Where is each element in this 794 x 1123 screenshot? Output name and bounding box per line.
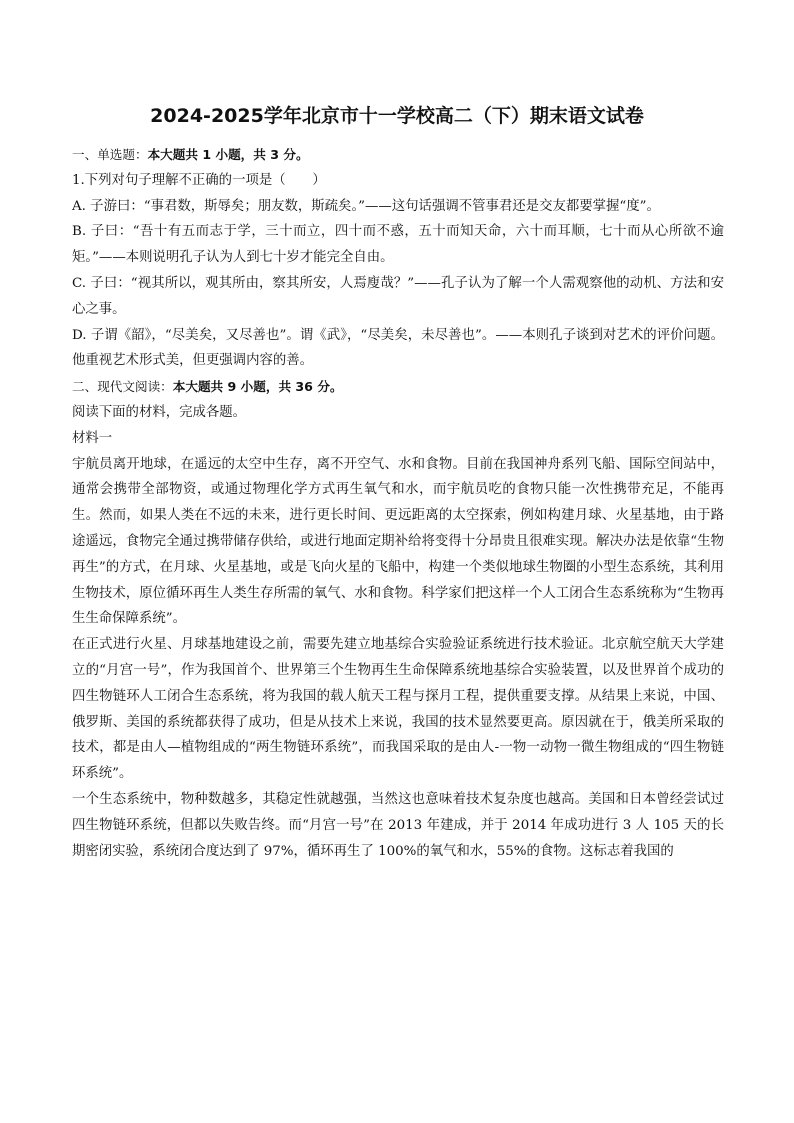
option-d: D. 子谓《韶》，“尽美矣，又尽善也”。谓《武》，“尽美矣，未尽善也”。——本则孔子谈到对艺术的评价问题。他重视艺术形式美，但更强调内容的善。: [72, 327, 724, 369]
section-heading-2: [72, 374, 724, 400]
section-number: 二、现代文阅读：: [72, 379, 173, 395]
option-c: C. 子曰：“视其所以，观其所由，察其所安，人焉廋哉？”——孔子认为了解一个人需观察他的动机、方法和安心之事。: [72, 275, 724, 317]
material-paragraph-1: 宇航员离开地球，在遥远的太空中生存，离不开空气、水和食物。目前在我国神舟系列飞船、国际空间站中，通常会携带全部物资，或通过物理化学方式再生氧气和水，而宇航员吃的食物只能一次性携带充足，不能再生。然而，如果人类在不远的未来，进行更长时间、更远距离的太空探索，例如构建月球、火星基地，由于路途遥远，食物完全通过携带储存供给，或进行地面定期补给将变得十分昂贵且很难实现。解决办法是依靠“生物再生”的方式，在月球、火星基地，或是飞向火星的飞船中，构建一个类似地球生物圈的小型生态系统，其利用生物技术，原位循环再生人类生存所需的氧气、水和食物。科学家们把这样一个人工闭合生态系统称为“生物再生生命保障系统”。: [72, 456, 724, 627]
material-paragraph-3: 一个生态系统中，物种数越多，其稳定性就越强，当然这也意味着技术复杂度也越高。美国和日本曾经尝试过四生物链环系统，但都以失败告终。而“月宫一号”在 2013 年建成，并于 2014 年成功进行 3 人 105 天的长期密闭实验，系统闭合度达到了 97%，循环再生了 100%的氧气和水，55%的食物。这标志着我国的: [72, 791, 724, 859]
section-heading-1: [72, 142, 724, 168]
option-a: A. 子游曰：“事君数，斯辱矣；朋友数，斯疏矣。”——这句话强调不管事君还是交友都要掌握“度”。: [72, 198, 660, 214]
exam-content: [72, 142, 724, 864]
section-description: 本大题共 9 小题，共 36 分。: [172, 379, 343, 395]
reading-instruction: 阅读下面的材料，完成各题。: [72, 404, 247, 420]
exam-title: 2024-2025学年北京市十一学校高二（下）期末语文试卷: [150, 105, 644, 127]
material-label: 材料一: [72, 430, 113, 446]
option-b: B. 子曰：“吾十有五而志于学，三十而立，四十而不惑，五十而知天命，六十而耳顺，七十而从心所欲不逾矩。”——本则说明孔子认为人到七十岁才能完全自由。: [72, 224, 724, 266]
material-paragraph-2: 在正式进行火星、月球基地建设之前，需要先建立地基综合实验验证系统进行技术验证。北京航空航天大学建立的“月宫一号”，作为我国首个、世界第三个生物再生生命保障系统地基综合实验装置，以及世界首个成功的四生物链环人工闭合生态系统，将为我国的载人航天工程与探月工程，提供重要支撑。从结果上来说，中国、俄罗斯、美国的系统都获得了成功，但是从技术上来说，我国的技术显然要更高。原因就在于，俄美所采取的技术，都是由人—植物组成的“两生物链环系统”，而我国采取的是由人-一物一动物一微生物组成的“四生物链环系统”。: [72, 637, 724, 782]
section-number: 一、单选题：: [72, 147, 148, 162]
section-description: 本大题共 1 小题，共 3 分。: [147, 147, 309, 162]
question-stem: 1.下列对句子理解不正确的一项是（ ）: [72, 172, 326, 188]
